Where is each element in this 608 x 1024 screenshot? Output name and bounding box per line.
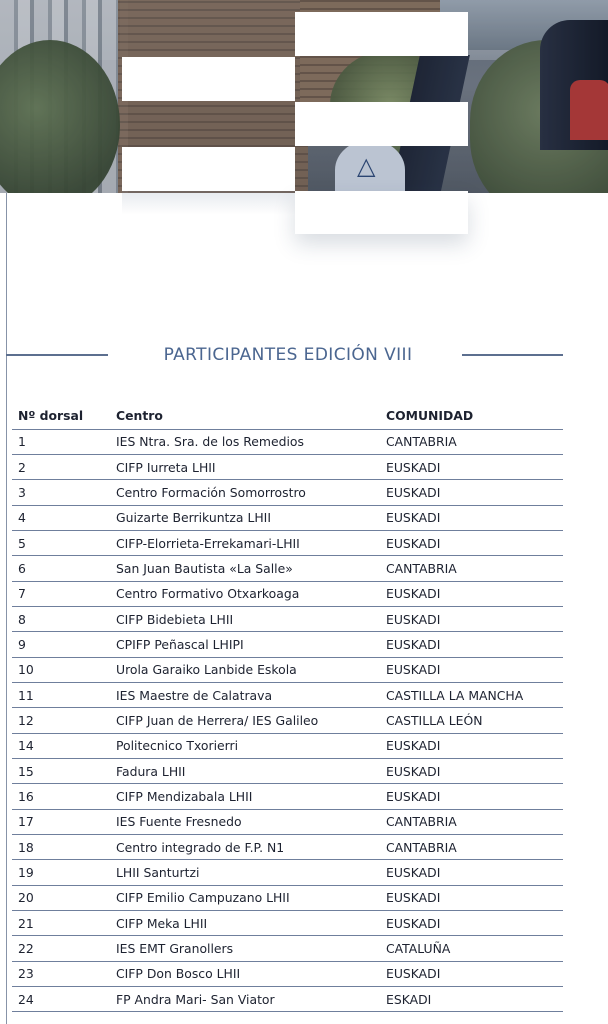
cell-dorsal: 14 xyxy=(12,733,110,758)
left-rule xyxy=(6,193,7,1024)
cell-dorsal: 10 xyxy=(12,657,110,682)
cell-comunidad: EUSKADI xyxy=(380,505,563,530)
cell-centro: IES Fuente Fresnedo xyxy=(110,809,380,834)
table-row xyxy=(12,657,563,682)
participants-table xyxy=(12,403,563,1012)
cell-comunidad: CANTABRIA xyxy=(380,809,563,834)
table-row xyxy=(12,758,563,783)
cell-comunidad: CASTILLA LEÓN xyxy=(380,708,563,733)
cell-comunidad: EUSKADI xyxy=(380,961,563,986)
cell-centro: Centro integrado de F.P. N1 xyxy=(110,835,380,860)
table-row xyxy=(12,556,563,581)
cell-dorsal: 16 xyxy=(12,784,110,809)
cell-centro: CIFP Don Bosco LHII xyxy=(110,961,380,986)
cell-dorsal: 2 xyxy=(12,454,110,479)
cell-centro: CIFP-Elorrieta-Errekamari-LHII xyxy=(110,530,380,555)
cell-dorsal: 20 xyxy=(12,885,110,910)
cell-comunidad: EUSKADI xyxy=(380,784,563,809)
cell-dorsal: 8 xyxy=(12,606,110,631)
heading-rule-left xyxy=(6,354,108,356)
decor-block-1 xyxy=(295,12,468,56)
table-row xyxy=(12,987,563,1012)
cell-centro: LHII Santurtzi xyxy=(110,860,380,885)
table-row xyxy=(12,682,563,707)
cell-centro: CIFP Juan de Herrera/ IES Galileo xyxy=(110,708,380,733)
cell-dorsal: 11 xyxy=(12,682,110,707)
cell-comunidad: EUSKADI xyxy=(380,911,563,936)
table-row xyxy=(12,480,563,505)
cell-comunidad: CANTABRIA xyxy=(380,835,563,860)
cell-comunidad: EUSKADI xyxy=(380,733,563,758)
cell-centro: CIFP Mendizabala LHII xyxy=(110,784,380,809)
table-header-row xyxy=(12,403,563,429)
table-row xyxy=(12,429,563,454)
cell-dorsal: 9 xyxy=(12,632,110,657)
table-row xyxy=(12,733,563,758)
cell-dorsal: 4 xyxy=(12,505,110,530)
cell-centro: CIFP Emilio Campuzano LHII xyxy=(110,885,380,910)
cell-comunidad: CANTABRIA xyxy=(380,556,563,581)
table-row xyxy=(12,784,563,809)
cell-comunidad: CANTABRIA xyxy=(380,429,563,454)
decor-block-5 xyxy=(295,191,468,234)
cell-centro: San Juan Bautista «La Salle» xyxy=(110,556,380,581)
column-header-comunidad: COMUNIDAD xyxy=(380,403,563,429)
table-row xyxy=(12,581,563,606)
cell-centro: Centro Formativo Otxarkoaga xyxy=(110,581,380,606)
table-row xyxy=(12,632,563,657)
decor-block-4 xyxy=(122,147,295,191)
cell-comunidad: EUSKADI xyxy=(380,885,563,910)
cell-centro: CPIFP Peñascal LHIPI xyxy=(110,632,380,657)
cell-comunidad: EUSKADI xyxy=(380,581,563,606)
cell-dorsal: 17 xyxy=(12,809,110,834)
cell-centro: IES EMT Granollers xyxy=(110,936,380,961)
decor-block-3 xyxy=(295,102,468,146)
column-header-centro: Centro xyxy=(110,403,380,429)
cell-dorsal: 15 xyxy=(12,758,110,783)
cell-comunidad: EUSKADI xyxy=(380,454,563,479)
cell-dorsal: 21 xyxy=(12,911,110,936)
cell-centro: Urola Garaiko Lanbide Eskola xyxy=(110,657,380,682)
cell-comunidad: EUSKADI xyxy=(380,860,563,885)
cell-centro: CIFP Bidebieta LHII xyxy=(110,606,380,631)
cell-centro: Fadura LHII xyxy=(110,758,380,783)
cell-centro: CIFP Iurreta LHII xyxy=(110,454,380,479)
cell-centro: CIFP Meka LHII xyxy=(110,911,380,936)
cell-comunidad: ESKADI xyxy=(380,987,563,1012)
cell-dorsal: 1 xyxy=(12,429,110,454)
table-row xyxy=(12,835,563,860)
table-row xyxy=(12,454,563,479)
table-row xyxy=(12,936,563,961)
decor-shadow xyxy=(122,191,295,215)
column-header-dorsal: Nº dorsal xyxy=(12,403,110,429)
cell-dorsal: 6 xyxy=(12,556,110,581)
table-row xyxy=(12,911,563,936)
table-body xyxy=(12,429,563,1012)
table-row xyxy=(12,809,563,834)
cell-dorsal: 24 xyxy=(12,987,110,1012)
cell-dorsal: 5 xyxy=(12,530,110,555)
cell-centro: Guizarte Berrikuntza LHII xyxy=(110,505,380,530)
table-row xyxy=(12,606,563,631)
cell-comunidad: EUSKADI xyxy=(380,657,563,682)
table-row xyxy=(12,961,563,986)
cell-centro: FP Andra Mari- San Viator xyxy=(110,987,380,1012)
cell-comunidad: EUSKADI xyxy=(380,606,563,631)
section-heading xyxy=(6,340,563,370)
cell-comunidad: CATALUÑA xyxy=(380,936,563,961)
cell-centro: Politecnico Txorierri xyxy=(110,733,380,758)
cell-dorsal: 3 xyxy=(12,480,110,505)
cell-comunidad: CASTILLA LA MANCHA xyxy=(380,682,563,707)
cell-dorsal: 22 xyxy=(12,936,110,961)
cell-centro: Centro Formación Somorrostro xyxy=(110,480,380,505)
decor-block-2 xyxy=(122,57,295,101)
cell-comunidad: EUSKADI xyxy=(380,758,563,783)
cell-dorsal: 19 xyxy=(12,860,110,885)
page-title: PARTICIPANTES EDICIÓN VIII xyxy=(163,345,413,365)
table-row xyxy=(12,530,563,555)
cell-centro: IES Ntra. Sra. de los Remedios xyxy=(110,429,380,454)
table-row xyxy=(12,860,563,885)
cell-centro: IES Maestre de Calatrava xyxy=(110,682,380,707)
table-row xyxy=(12,505,563,530)
cell-comunidad: EUSKADI xyxy=(380,632,563,657)
cell-comunidad: EUSKADI xyxy=(380,480,563,505)
cell-comunidad: EUSKADI xyxy=(380,530,563,555)
cell-dorsal: 7 xyxy=(12,581,110,606)
cell-dorsal: 23 xyxy=(12,961,110,986)
cell-dorsal: 12 xyxy=(12,708,110,733)
heading-rule-right xyxy=(462,354,563,356)
table-row xyxy=(12,708,563,733)
cell-dorsal: 18 xyxy=(12,835,110,860)
table-row xyxy=(12,885,563,910)
